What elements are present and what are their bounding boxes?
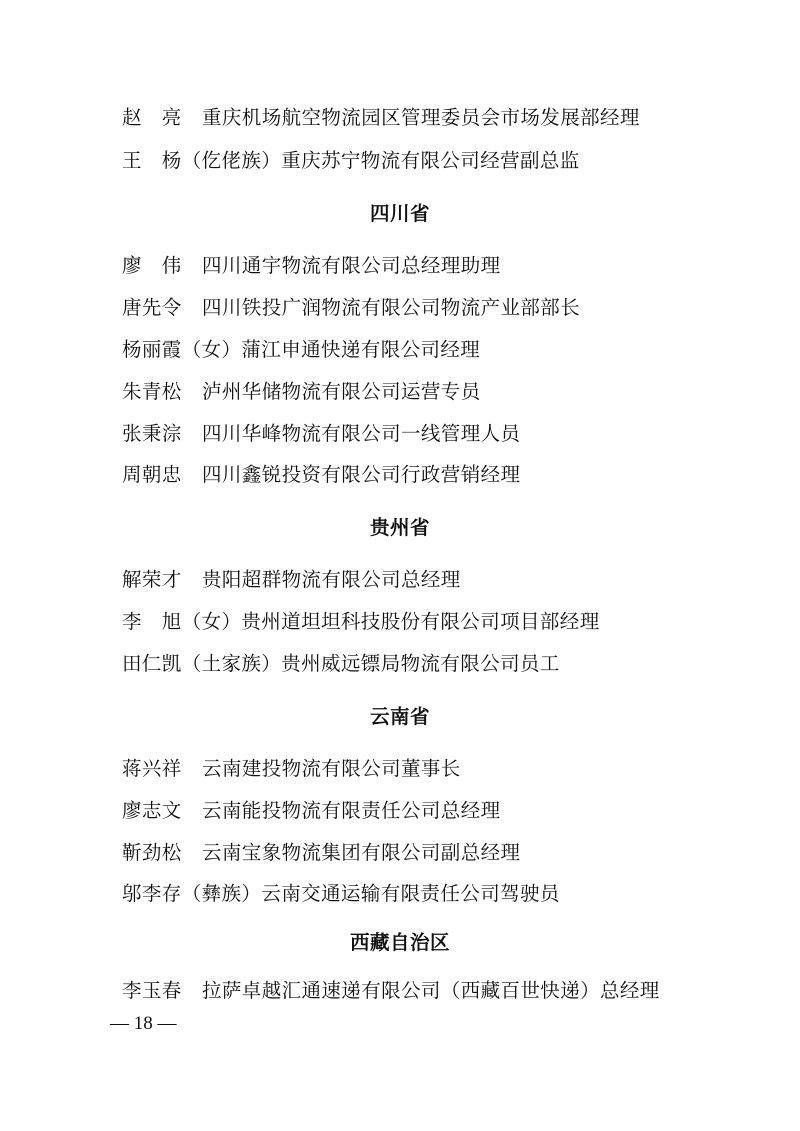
entry-name: 靳劲松 xyxy=(122,841,182,864)
page-number: — 18 — xyxy=(110,1013,177,1034)
section-heading-guizhou: 贵州省 xyxy=(369,516,430,539)
entry-org: 拉萨卓越汇通速递有限公司（西藏百世快递）总经理 xyxy=(202,979,660,1002)
entry-org: 重庆机场航空物流园区管理委员会市场发展部经理 xyxy=(202,106,640,129)
entry-jin-jinsong xyxy=(122,839,742,867)
section-heading-sichuan: 四川省 xyxy=(369,202,430,225)
entry-name: 李玉春 xyxy=(122,979,182,1002)
entry-org: 云南能投物流有限责任公司总经理 xyxy=(202,799,501,822)
entry-name: 李 旭（女） xyxy=(122,610,242,633)
entry-li-xu xyxy=(122,608,742,636)
entry-tang-xianling xyxy=(122,294,742,322)
entry-org: 云南建投物流有限公司董事长 xyxy=(202,757,461,780)
entry-zhu-qingsong xyxy=(122,378,742,406)
entry-name: 唐先令 xyxy=(122,296,182,319)
section-heading-yunnan: 云南省 xyxy=(369,705,430,728)
entry-org: 贵州威远镖局物流有限公司员工 xyxy=(281,652,560,675)
entry-name: 廖志文 xyxy=(122,799,182,822)
entry-org: 贵阳超群物流有限公司总经理 xyxy=(202,568,461,591)
entry-jiang-xingxiang xyxy=(122,755,742,783)
entry-name: 田仁凯（土家族） xyxy=(122,652,282,675)
entry-org: 重庆苏宁物流有限公司经营副总监 xyxy=(281,149,580,172)
entry-name: 周朝忠 xyxy=(122,463,182,486)
entry-li-yuchun xyxy=(122,977,742,1005)
entry-name: 蒋兴祥 xyxy=(122,757,182,780)
entry-xie-rongcai xyxy=(122,566,742,594)
entry-org: 云南交通运输有限责任公司驾驶员 xyxy=(261,882,560,905)
entry-name: 杨丽霞（女） xyxy=(122,338,242,361)
entry-org: 贵州道坦坦科技股份有限公司项目部经理 xyxy=(241,610,600,633)
entry-zhang-bingcong xyxy=(122,420,742,448)
entry-yang-lixia xyxy=(122,336,742,364)
entry-liao-zhiwen xyxy=(122,797,742,825)
entry-liao-wei xyxy=(122,252,742,280)
entry-org: 四川鑫锐投资有限公司行政营销经理 xyxy=(202,463,521,486)
entry-name: 赵 亮 xyxy=(122,106,182,129)
entry-org: 四川铁投广润物流有限公司物流产业部部长 xyxy=(202,296,581,319)
entry-org: 泸州华储物流有限公司运营专员 xyxy=(202,380,481,403)
entry-org: 四川通宇物流有限公司总经理助理 xyxy=(202,254,501,277)
entry-zhao-liang xyxy=(122,104,742,132)
entry-name: 朱青松 xyxy=(122,380,182,403)
entry-org: 蒲江申通快递有限公司经理 xyxy=(241,338,481,361)
entry-name: 王 杨（仡佬族） xyxy=(122,149,282,172)
section-heading-xizang: 西藏自治区 xyxy=(349,931,450,954)
entry-wu-licun xyxy=(122,880,742,908)
entry-zhou-chaozhong xyxy=(122,461,742,489)
entry-org: 云南宝象物流集团有限公司副总经理 xyxy=(202,841,521,864)
entry-name: 廖 伟 xyxy=(122,254,182,277)
entry-org: 四川华峰物流有限公司一线管理人员 xyxy=(202,422,521,445)
entry-wang-yang xyxy=(122,147,742,175)
entry-name: 邬李存（彝族） xyxy=(122,882,262,905)
entry-name: 张秉淙 xyxy=(122,422,182,445)
entry-tian-renkai xyxy=(122,650,742,678)
entry-name: 解荣才 xyxy=(122,568,182,591)
